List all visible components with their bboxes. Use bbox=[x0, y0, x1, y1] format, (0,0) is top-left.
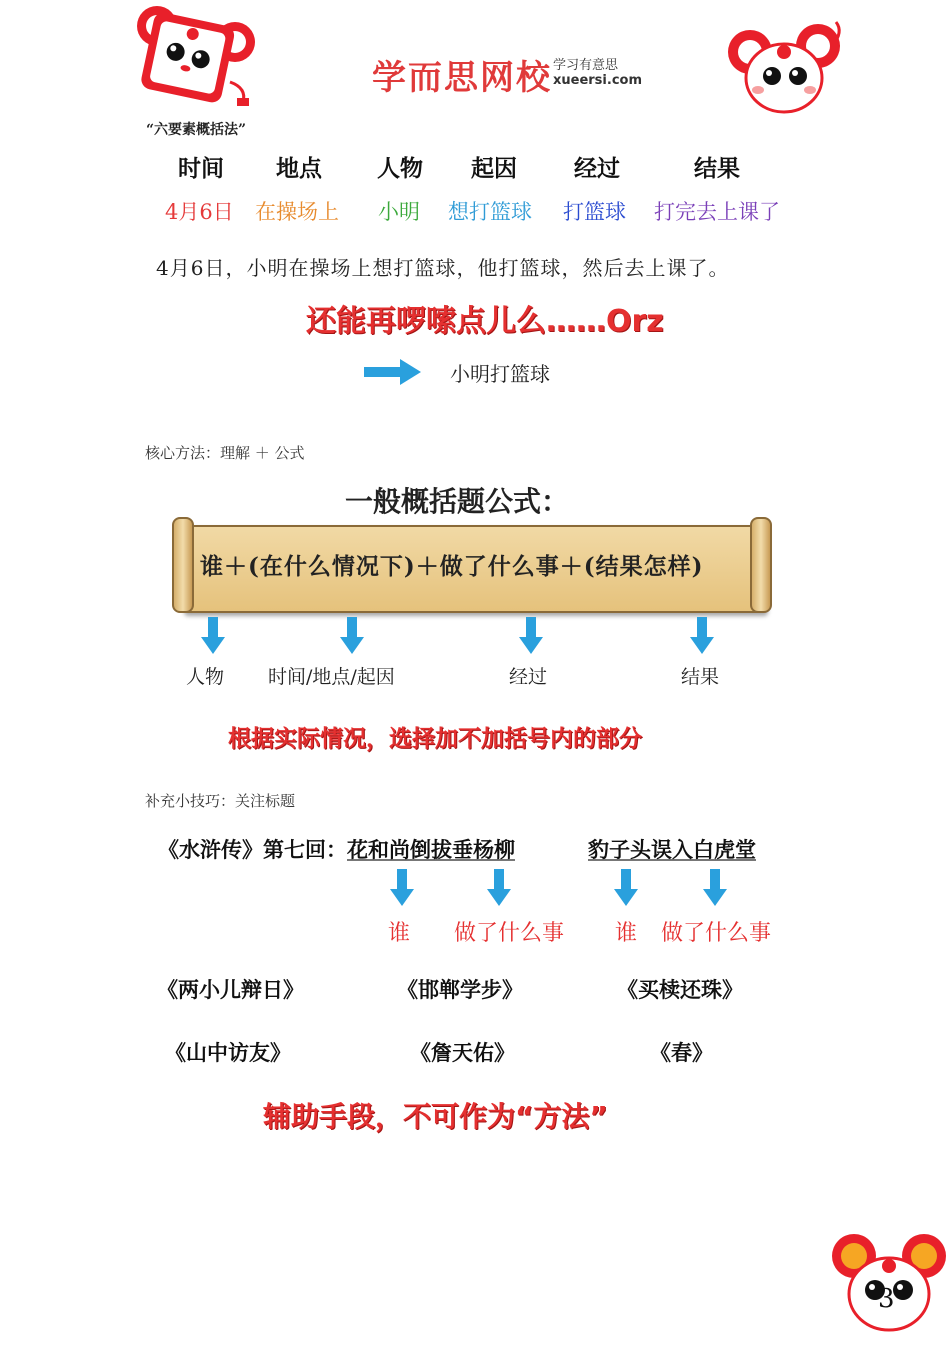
title-row1-1: 《两小儿辩日》 bbox=[157, 978, 304, 1002]
down-arrow-icon bbox=[614, 869, 638, 911]
formula-title: 一般概括题公式： bbox=[345, 485, 570, 518]
tip-label: 补充小技巧：关注标题 bbox=[145, 792, 296, 810]
right-arrow-icon bbox=[364, 358, 422, 390]
title-row1-2: 《邯郸学步》 bbox=[397, 978, 523, 1002]
down-arrow-icon bbox=[390, 869, 414, 911]
example-part-2: 豹子头误入白虎堂 bbox=[588, 838, 756, 862]
brand-tagline bbox=[553, 58, 642, 88]
value-process: 打篮球 bbox=[563, 200, 626, 224]
warning-text: 辅助手段，不可作为“方法” bbox=[263, 1100, 608, 1133]
example-part-1: 花和尚倒拔垂杨柳 bbox=[347, 838, 515, 862]
choose-parentheses-note: 根据实际情况，选择加不加括号内的部分 bbox=[228, 726, 642, 752]
down-arrow-icon bbox=[703, 869, 727, 911]
mouse-mascot-icon bbox=[135, 2, 260, 112]
too-long-remark: 还能再啰嗦点儿么……Orz bbox=[306, 304, 664, 339]
down-arrow-icon bbox=[340, 617, 364, 659]
map-process: 经过 bbox=[509, 666, 548, 688]
role-who-1: 谁 bbox=[388, 921, 411, 946]
full-sentence: 4月6日，小明在操场上想打篮球，他打篮球，然后去上课了。 bbox=[156, 256, 730, 280]
header-person: 人物 bbox=[377, 155, 423, 182]
value-cause: 想打篮球 bbox=[448, 200, 532, 224]
role-did-2: 做了什么事 bbox=[661, 921, 772, 946]
title-row2-2: 《詹天佑》 bbox=[410, 1041, 515, 1065]
scroll-roll-right bbox=[750, 517, 772, 613]
down-arrow-icon bbox=[487, 869, 511, 911]
role-did-1: 做了什么事 bbox=[454, 921, 565, 946]
title-row2-3: 《春》 bbox=[650, 1041, 713, 1065]
slogan-text: 学习有意思 bbox=[553, 58, 619, 73]
down-arrow-icon bbox=[519, 617, 543, 659]
example-book: 《水浒传》第七回： bbox=[158, 838, 347, 862]
simplified-summary: 小明打篮球 bbox=[450, 362, 550, 386]
title-row1-3: 《买椟还珠》 bbox=[617, 978, 743, 1002]
header-place: 地点 bbox=[276, 155, 322, 182]
mascot-top-right bbox=[720, 12, 850, 122]
down-arrow-icon bbox=[201, 617, 225, 659]
brand-logo: 学而思网校 bbox=[372, 58, 552, 98]
value-place: 在操场上 bbox=[255, 200, 339, 224]
map-person: 人物 bbox=[186, 666, 225, 688]
value-time: 4月6日 bbox=[165, 200, 234, 224]
mascot-top-left bbox=[135, 2, 260, 112]
value-person: 小明 bbox=[378, 200, 420, 224]
brand-domain: xueersi.com bbox=[553, 73, 643, 88]
header-time: 时间 bbox=[178, 155, 224, 182]
mouse-mascot-icon bbox=[720, 12, 850, 122]
header-cause: 起因 bbox=[471, 155, 517, 182]
page-number: 3 bbox=[878, 1284, 895, 1314]
role-who-2: 谁 bbox=[615, 921, 638, 946]
title-row2-1: 《山中访友》 bbox=[165, 1041, 291, 1065]
header-process: 经过 bbox=[574, 155, 620, 182]
header-result: 结果 bbox=[694, 155, 740, 182]
formula-text: 谁＋(在什么情况下)＋做了什么事＋(结果怎样) bbox=[200, 553, 704, 580]
core-method-label: 核心方法：理解 ＋ 公式 bbox=[145, 444, 305, 462]
map-result: 结果 bbox=[681, 666, 720, 688]
six-elements-title: “六要素概括法” bbox=[146, 122, 247, 138]
value-result: 打完去上课了 bbox=[654, 200, 780, 224]
down-arrow-icon bbox=[690, 617, 714, 659]
scroll-roll-left bbox=[172, 517, 194, 613]
example-title bbox=[158, 834, 515, 864]
map-time-place-cause: 时间/地点/起因 bbox=[268, 666, 395, 688]
